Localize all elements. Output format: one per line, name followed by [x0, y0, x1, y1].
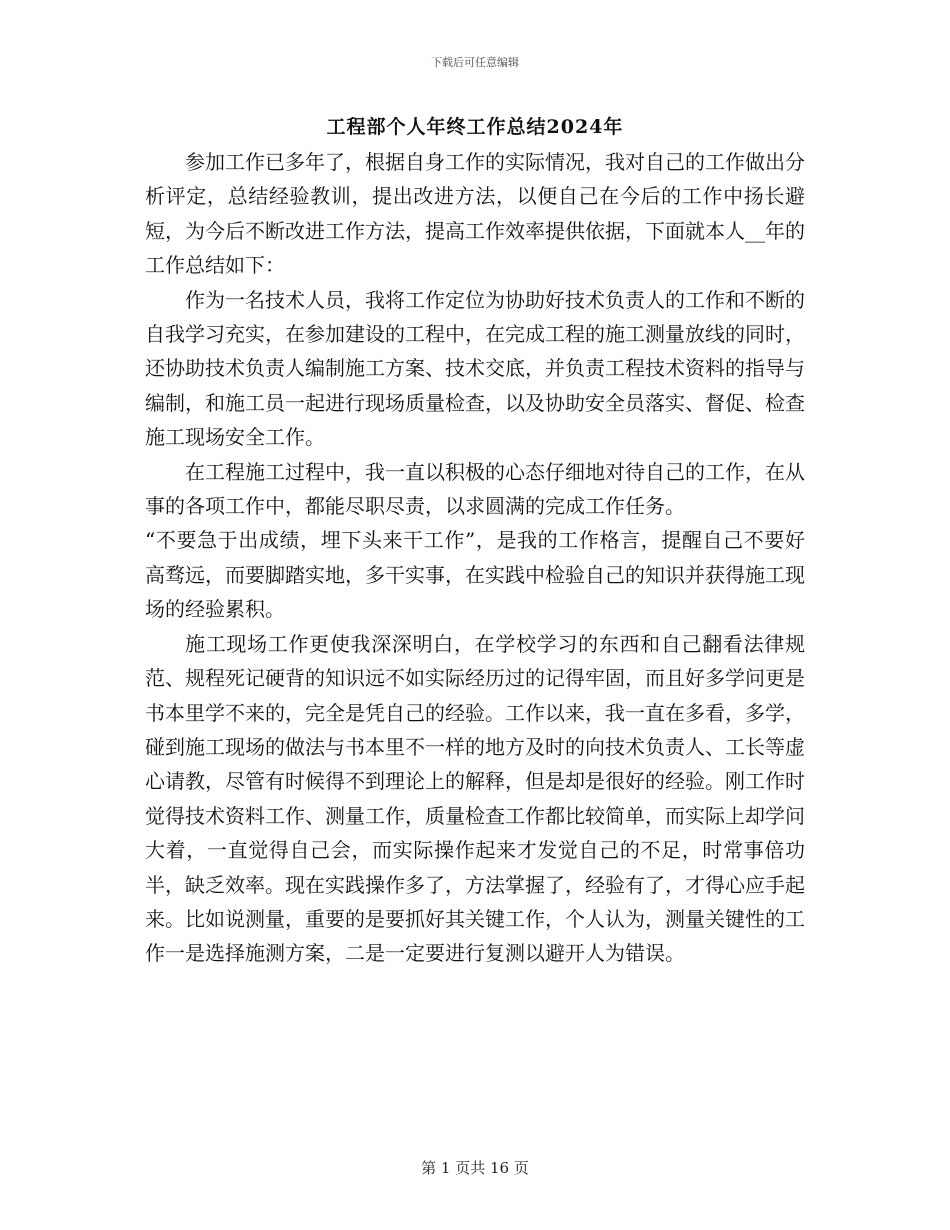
- page-indicator: 第 1 页共 16 页: [421, 1159, 529, 1177]
- document-title: 工程部个人年终工作总结2024年: [326, 116, 624, 138]
- paragraph-intro: 参加工作已多年了，根据自身工作的实际情况，我对自己的工作做出分析评定，总结经验教训，提出改进方法，以便自己在今后的工作中扬长避短，为今后不断改进工作方法，提高工作效率提供依据，下面就本人__年的工作总结如下：: [145, 150, 805, 278]
- paragraph-motto: “不要急于出成绩，埋下头来干工作”，是我的工作格言，提醒自己不要好高骛远，而要脚踏实地，多干实事，在实践中检验自己的知识并获得施工现场的经验累积。: [145, 528, 805, 622]
- document-body: [145, 145, 805, 971]
- header-note: 下载后可任意编辑: [431, 56, 519, 69]
- paragraph-attitude: 在工程施工过程中，我一直以积极的心态仔细地对待自己的工作，在从事的各项工作中，都能尽职尽责，以求圆满的完成工作任务。: [145, 459, 805, 519]
- paragraph-role: 作为一名技术人员，我将工作定位为协助好技术负责人的工作和不断的自我学习充实，在参加建设的工程中，在完成工程的施工测量放线的同时，还协助技术负责人编制施工方案、技术交底，并负责工程技术资料的指导与编制，和施工员一起进行现场质量检查，以及协助安全员落实、督促、检查施工现场安全工作。: [145, 287, 805, 450]
- paragraph-experience: 施工现场工作更使我深深明白，在学校学习的东西和自己翻看法律规范、规程死记硬背的知识远不如实际经历过的记得牢固，而且好多学问更是书本里学不来的，完全是凭自己的经验。工作以来，我一直在多看，多学，碰到施工现场的做法与书本里不一样的地方及时的向技术负责人、工长等虚心请教，尽管有时候得不到理论上的解释，但是却是很好的经验。刚工作时觉得技术资料工作、测量工作，质量检查工作都比较简单，而实际上却学问大着，一直觉得自己会，而实际操作起来才发觉自己的不足，时常事倍功半，缺乏效率。现在实践操作多了，方法掌握了，经验有了，才得心应手起来。比如说测量，重要的是要抓好其关键工作，个人认为，测量关键性的工作一是选择施测方案，二是一定要进行复测以避开人为错误。: [145, 631, 805, 966]
